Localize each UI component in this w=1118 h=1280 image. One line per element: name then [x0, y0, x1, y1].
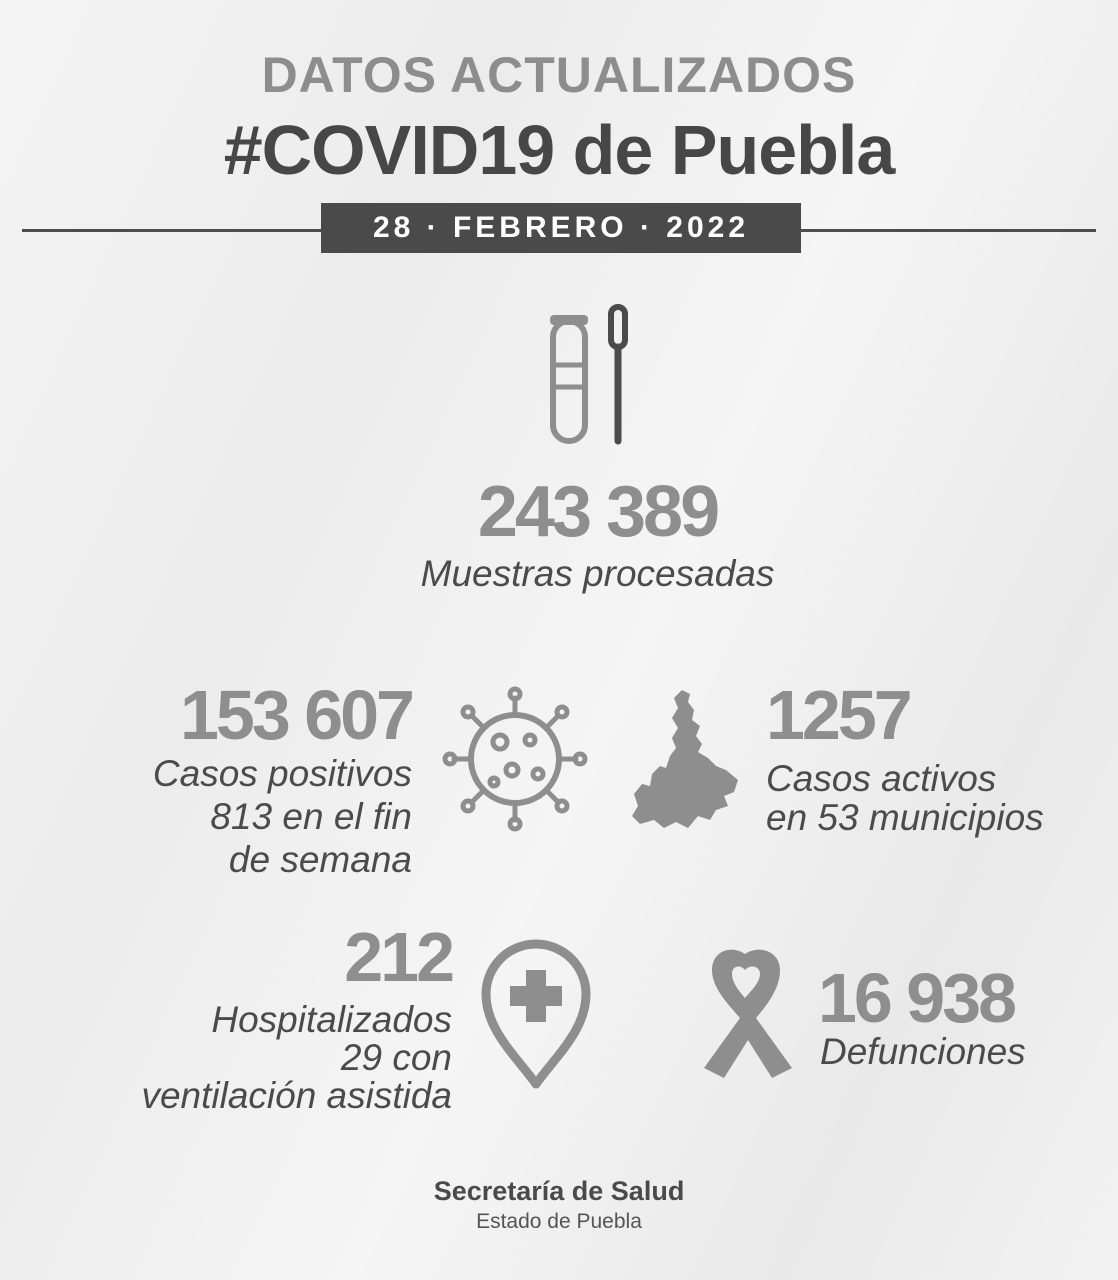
- footer-subtitle: Estado de Puebla: [476, 1210, 642, 1233]
- samples-value: 243 389: [477, 472, 718, 552]
- virus-icon: [442, 686, 588, 832]
- active-line-2: en 53 municipios: [766, 797, 1044, 838]
- positives-line-1: Casos positivos: [152, 753, 412, 794]
- positives-line-2: 813 en el fin: [210, 796, 412, 837]
- hospitalized-line-2: 29 con: [340, 1037, 452, 1078]
- date-banner: 28 · FEBRERO · 2022: [321, 203, 801, 253]
- deaths-label: Defunciones: [820, 1031, 1026, 1072]
- active-value: 1257: [766, 676, 910, 754]
- divider-right: [800, 229, 1096, 232]
- active-line-1: Casos activos: [766, 758, 997, 799]
- hospitalized-line-3: ventilación asistida: [141, 1075, 452, 1116]
- positives-line-3: de semana: [228, 839, 412, 880]
- mourning-ribbon-icon: [690, 942, 800, 1082]
- samples-label: Muestras procesadas: [420, 553, 775, 594]
- deaths-value: 16 938: [818, 959, 1015, 1037]
- footer-organization: Secretaría de Salud: [433, 1176, 685, 1206]
- divider-left: [22, 229, 322, 232]
- page-title: #COVID19 de Puebla: [223, 111, 895, 189]
- puebla-map-icon: [630, 688, 742, 833]
- hospital-location-pin-icon: [476, 934, 596, 1092]
- positives-value: 153 607: [179, 676, 412, 754]
- header-kicker: DATOS ACTUALIZADOS: [261, 47, 857, 103]
- test-tube-swab-icon: [545, 303, 645, 448]
- hospitalized-line-1: Hospitalizados: [211, 999, 452, 1040]
- hospitalized-value: 212: [344, 918, 452, 996]
